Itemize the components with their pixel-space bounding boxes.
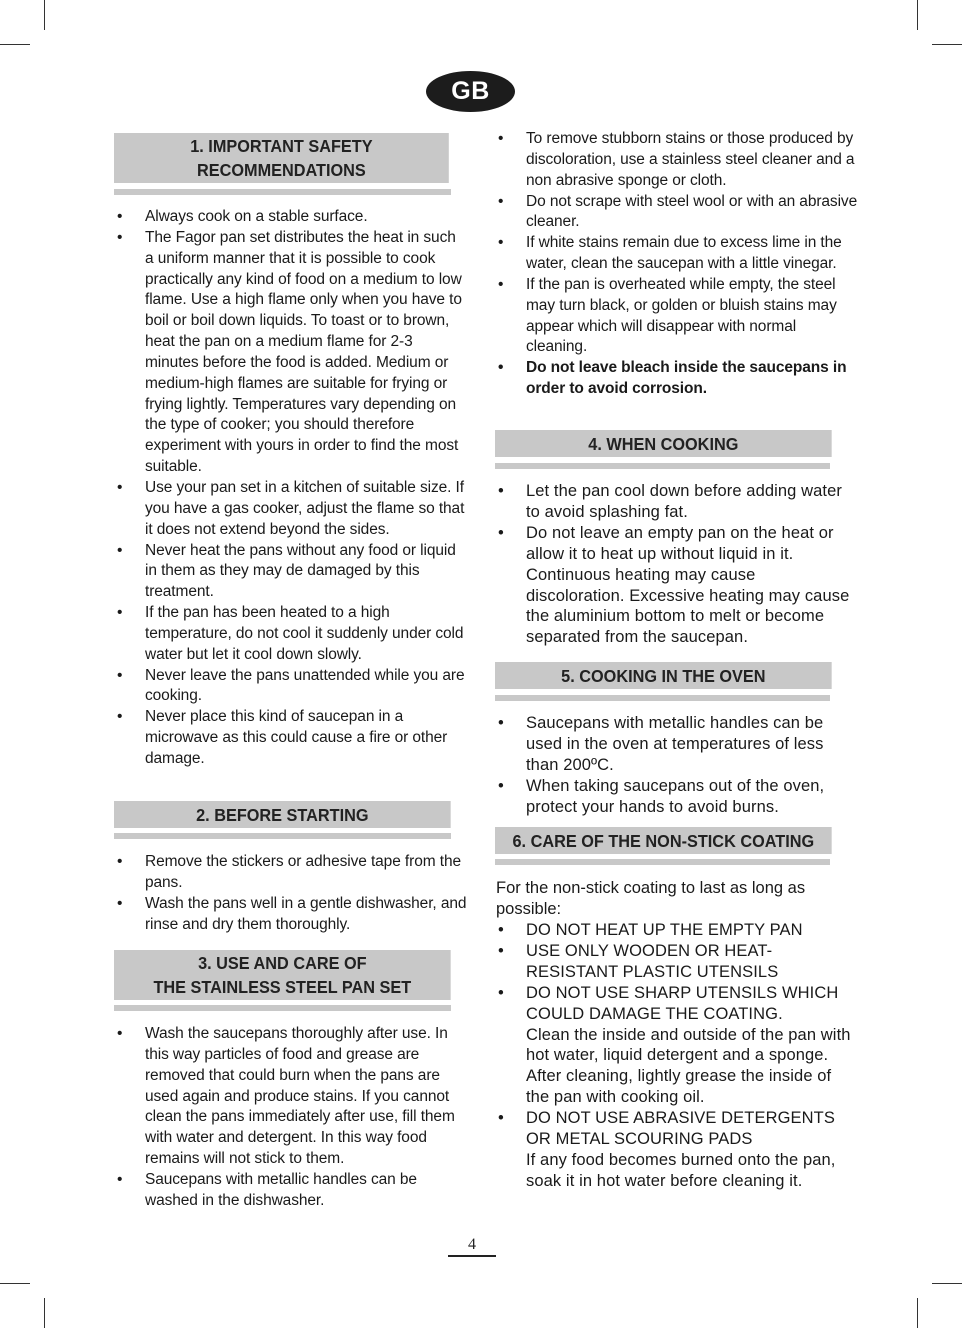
heading-rule bbox=[114, 833, 451, 839]
section-4-list bbox=[496, 481, 858, 648]
crop-mark bbox=[932, 1283, 962, 1284]
list-item: • Wash the pans well in a gentle dishwasher, and rinse and dry them thoroughly. bbox=[115, 894, 467, 936]
list-item: • Always cook on a stable surface. bbox=[115, 207, 467, 228]
list-item: • DO NOT HEAT UP THE EMPTY PAN bbox=[496, 920, 858, 941]
crop-mark bbox=[932, 44, 962, 45]
list-item: • If the pan has been heated to a high temperature, do not cool it suddenly under cold water but let it cool down slowly. bbox=[115, 603, 467, 666]
page-number: 4 bbox=[468, 1236, 476, 1253]
list-item: • When taking saucepans out of the oven, protect your hands to avoid burns. bbox=[496, 776, 858, 818]
list-item bbox=[496, 983, 858, 1108]
list-item: • Wash the saucepans thoroughly after use. In this way particles of food and grease are removed that could burn when the pans are used again and produce stains. If you cannot clean the pans immediately after use, fill them with water and detergent. In this way food remains will not stick to them. bbox=[115, 1024, 467, 1170]
section-3-heading bbox=[114, 950, 451, 1000]
section-1-list bbox=[115, 207, 467, 770]
list-item-note: If any food becomes burned onto the pan, soak it in hot water before cleaning it. bbox=[526, 1150, 836, 1190]
crop-mark bbox=[917, 0, 918, 30]
list-item: • USE ONLY WOODEN OR HEAT-RESISTANT PLASTIC UTENSILS bbox=[496, 941, 858, 983]
heading-rule bbox=[114, 1005, 451, 1011]
section-2-title: 2. BEFORE STARTING bbox=[196, 804, 369, 825]
list-item-note: After cleaning, lightly grease the inside of the pan with cooking oil. bbox=[526, 1067, 832, 1107]
list-item: • Never heat the pans without any food or liquid in them as they may de damaged by this treatment. bbox=[115, 541, 467, 604]
heading-rule bbox=[495, 463, 830, 469]
heading-rule bbox=[495, 695, 830, 701]
list-item: • If white stains remain due to excess lime in the water, clean the saucepan with a little vinegar. bbox=[496, 233, 860, 275]
section-3-list-continued bbox=[496, 129, 860, 400]
section-5-list bbox=[496, 713, 858, 818]
page-number-underline bbox=[448, 1255, 496, 1257]
list-item: • Never place this kind of saucepan in a microwave as this could cause a fire or other damage. bbox=[115, 707, 467, 770]
list-item: • To remove stubborn stains or those produced by discoloration, use a stainless steel cleaner and a non abrasive sponge or cloth. bbox=[496, 129, 860, 192]
section-5-heading bbox=[495, 662, 832, 689]
section-6-title: 6. CARE OF THE NON-STICK COATING bbox=[512, 830, 815, 851]
section-1-title: 1. IMPORTANT SAFETY RECOMMENDATIONS bbox=[190, 136, 373, 180]
crop-mark bbox=[0, 1283, 30, 1284]
list-item: • Use your pan set in a kitchen of suitable size. If you have a gas cooker, adjust the flame so that it does not extend beyond the sides. bbox=[115, 478, 467, 541]
list-item-text: • DO NOT USE ABRASIVE DETERGENTS OR METAL SCOURING PADS bbox=[526, 1109, 835, 1149]
heading-rule bbox=[114, 189, 451, 195]
section-6-intro: For the non-stick coating to last as long as possible: bbox=[496, 879, 806, 918]
section-4-heading bbox=[495, 430, 832, 457]
crop-mark bbox=[44, 1298, 45, 1328]
crop-mark bbox=[0, 44, 30, 45]
section-6-list bbox=[496, 920, 858, 1192]
list-item-warning: • Do not leave bleach inside the saucepans in order to avoid corrosion. bbox=[496, 358, 860, 400]
list-item: • Never leave the pans unattended while you are cooking. bbox=[115, 666, 467, 708]
section-3-title: 3. USE AND CARE OF THE STAINLESS STEEL PAN SET bbox=[153, 953, 412, 997]
crop-mark bbox=[44, 0, 45, 30]
list-item: • Saucepans with metallic handles can be used in the oven at temperatures of less than 200ºC. bbox=[496, 713, 858, 776]
list-item: • Remove the stickers or adhesive tape from the pans. bbox=[115, 852, 467, 894]
list-item: • The Fagor pan set distributes the heat in such a uniform manner that it is possible to cook practically any kind of food on a medium to low flame. Use a high flame only when you have to boil or boil down liquids. To toast or to brown, heat the pan on a medium flame for 2-3 minutes before the food is added. Medium or medium-high flames are suitable for frying or frying lightly. Temperatures vary depending on the type of cooker; you should therefore experiment with yours in order to find the most suitable. bbox=[115, 228, 467, 478]
list-item: • Do not scrape with steel wool or with an abrasive cleaner. bbox=[496, 192, 860, 234]
list-item-text: • DO NOT USE SHARP UTENSILS WHICH COULD DAMAGE THE COATING. bbox=[526, 983, 839, 1023]
list-item bbox=[496, 1108, 858, 1192]
list-item: • Saucepans with metallic handles can be washed in the dishwasher. bbox=[115, 1170, 467, 1212]
list-item-note: Clean the inside and outside of the pan with hot water, liquid detergent and a sponge. bbox=[526, 1025, 851, 1065]
section-3-list bbox=[115, 1024, 467, 1212]
section-5-title: 5. COOKING IN THE OVEN bbox=[561, 665, 766, 686]
list-item: • If the pan is overheated while empty, the steel may turn black, or golden or bluish stains may appear which will disappear with normal cleaning. bbox=[496, 275, 860, 358]
language-badge: GB bbox=[426, 71, 515, 112]
list-item: • Let the pan cool down before adding water to avoid splashing fat. bbox=[496, 481, 858, 523]
section-6-heading bbox=[495, 827, 832, 854]
section-2-heading bbox=[114, 801, 451, 828]
list-item: • Do not leave an empty pan on the heat or allow it to heat up without liquid in it. Continuous heating may cause discoloration. Excessive heating may cause the aluminium bottom to melt or become separated from the saucepan. bbox=[496, 523, 858, 648]
crop-mark bbox=[917, 1298, 918, 1328]
section-4-title: 4. WHEN COOKING bbox=[588, 433, 739, 454]
heading-rule bbox=[495, 859, 830, 865]
section-2-list bbox=[115, 852, 467, 935]
section-1-heading bbox=[114, 133, 449, 183]
